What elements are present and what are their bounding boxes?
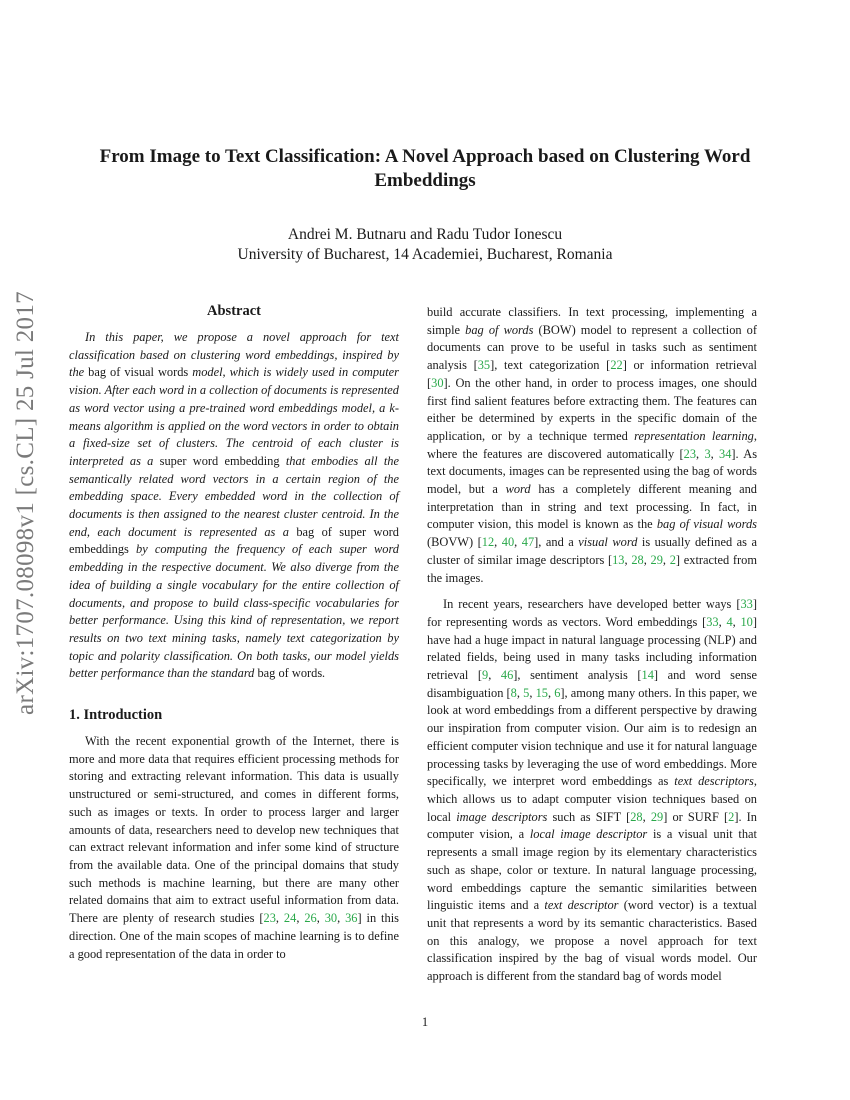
body-text: ]. In computer vision, a: [427, 809, 757, 842]
abstract-part: .: [322, 666, 326, 681]
emphasis-term: representation learning: [634, 428, 754, 443]
body-text: (BOW) model to represent a collection of documents can prove to be useful in tasks such as sentiment analysis [: [427, 322, 758, 373]
emphasis-term: word: [505, 482, 531, 497]
author-block: [55, 225, 795, 265]
citation-link[interactable]: 15: [535, 685, 548, 700]
intro-paragraph-1: With the recent exponential growth of the Internet, there is more and more data that requires efficient processing methods for storing and extracting relevant information. This data is usually unstructured or semi-structured, and comes in different forms, such as images or texts. In order to process larger and larger amounts of data, researchers need to develop new techniques that can extract relevant information and infer some kind of structure from the available data. One of the principal domains that study such methods is machine learning, but there are many other related domains that aim to extract useful information from data. There are plenty of research studies [23, 24, 26, 30, 36] in this direction. One of the main scopes of machine learning is to define a good representation of the data in order to: [69, 734, 399, 961]
citation-link[interactable]: 35: [477, 358, 491, 373]
citation-link[interactable]: 6: [554, 685, 561, 700]
body-text: is a visual unit that represents a small image region by its elementary characteristics such as shape, color or texture. In natural language processing, word embeddings capture the semantic similarities between linguistic items and a: [427, 827, 757, 913]
introduction-heading: 1. Introduction: [69, 707, 163, 724]
citation-link[interactable]: 28: [630, 809, 643, 824]
citation-link[interactable]: 3: [704, 446, 711, 461]
page-number: 1: [421, 1015, 429, 1029]
citation-link[interactable]: 29: [650, 552, 663, 567]
citation-link[interactable]: 10: [740, 614, 753, 629]
citation-link[interactable]: 47: [521, 535, 535, 550]
emphasis-term: bag of words: [465, 322, 534, 337]
body-text: ], text categorization [: [490, 358, 611, 373]
body-text: ]. As text documents, images can be represented using the bag of words model, but a: [427, 446, 758, 497]
body-text: ], among many others. In this paper, we look at word embeddings from a different perspective by drawing our inspiration from computer vision. Our aim is to redesign an efficient computer vision technique and use it for natural language processing tasks by leveraging the use of word embeddings. More specifically, we interpret word embeddings as: [427, 685, 758, 789]
citation-link[interactable]: 24: [283, 911, 297, 926]
citation-link[interactable]: 13: [612, 552, 625, 567]
intro-text: ] in this direction. One of the main scopes of machine learning is to define a good representation of the data in order to: [69, 911, 399, 961]
body-text: build accurate classifiers. In text processing, implementing a simple: [427, 305, 757, 337]
intro-paragraph-2: In recent years, researchers have developed better ways [33] for representing words as vectors. Word embeddings [33, 4, 10] have had a huge impact in natural language processing (NLP) and related fields, being used in many tasks including information retrieval [9, 46], sentiment analysis [14] and word sense disambiguation [8, 5, 15, 6], among many others. In this paper, we look at word embeddings from a different perspective by drawing our inspiration from computer vision. Our aim is to redesign an efficient computer vision technique and use it for natural language processing tasks by leveraging the use of word embeddings. More specifically, we interpret word embeddings as text descriptors, which allows us to adapt computer vision techniques based on local image descriptors such as SIFT [28, 29] or SURF [2]. In computer vision, a local image descriptor is a visual unit that represents a small image region by its elementary characteristics such as shape, color or texture. In natural language processing, word embeddings capture the semantic similarities between linguistic items and a text descriptor (word vector) is a textual unit that represents a word by its semantic characteristics. Based on this analogy, we propose a novel approach for text classification inspired by the bag of visual words model. Our approach is different from the standard bag of words model: [427, 597, 758, 984]
right-column: [427, 304, 757, 986]
arxiv-identifier-text: arXiv:1707.08098v1 [cs.CL] 25 Jul 2017: [12, 290, 39, 715]
emphasis-term: bag of visual words: [656, 517, 758, 532]
abstract-term: bag of super word embeddings: [69, 524, 399, 557]
citation-link[interactable]: 34: [719, 446, 732, 461]
paper-title: [55, 145, 795, 193]
citation-link[interactable]: 4: [726, 614, 733, 629]
citation-link[interactable]: 5: [523, 685, 530, 700]
body-text: In recent years, researchers have developed better ways [: [443, 597, 741, 612]
arxiv-identifier: [6, 290, 46, 715]
body-text: (BOVW) [: [427, 535, 482, 550]
body-text: has a completely different meaning and interpretation than in string and text processing. In fact, in computer vision, this model is known as the: [427, 482, 757, 532]
abstract-term: bag of visual words: [88, 365, 189, 380]
body-text: , where the features are discovered automatically [: [427, 428, 757, 461]
abstract-term: bag of words: [257, 666, 323, 681]
citation-link[interactable]: 36: [345, 911, 358, 926]
body-text: ] or SURF [: [663, 809, 729, 824]
body-text: ] and word sense disambiguation [: [427, 668, 757, 700]
citation-link[interactable]: 40: [501, 535, 515, 550]
author-names: Andrei M. Butnaru and Radu Tudor Ionescu: [287, 226, 563, 243]
body-text: ], sentiment analysis [: [513, 668, 642, 683]
body-text: is usually defined as a cluster of similar image descriptors [: [427, 535, 757, 567]
paper-title-line-1: From Image to Text Classification: A Novel Approach based on Clustering Word: [99, 146, 751, 167]
body-text: ], and a: [534, 535, 579, 550]
emphasis-term: image descriptors: [456, 809, 548, 824]
body-text: ] extracted from the images.: [427, 552, 757, 585]
body-text: ] for representing words as vectors. Word embeddings [: [427, 597, 757, 629]
citation-link[interactable]: 33: [740, 597, 753, 612]
abstract-part: that embodies all the semantically related word vectors in a certain region of the embedding space. Every embedded word in the collection of documents is then assigned to the nearest cluster centroid. In the end, each document is represented as a: [69, 453, 399, 539]
emphasis-term: text descriptors: [674, 774, 754, 789]
citation-link[interactable]: 8: [510, 685, 517, 700]
emphasis-term: visual word: [578, 535, 638, 550]
intro-paragraph-1-continued: build accurate classifiers. In text processing, implementing a simple bag of words (BOW) model to represent a collection of documents can prove to be useful in tasks such as sentiment analysis [35], text categorization [22] or information retrieval [30]. On the other hand, in order to process images, one should first find salient features before extracting them. The features can either be determined by experts in the specific domain of the application, or by a technique termed representation learning, where the features are discovered automatically [23, 3, 34]. As text documents, images can be represented using the bag of words model, but a word has a completely different meaning and interpretation than in string and text processing. In fact, in computer vision, this model is known as the bag of visual words (BOVW) [12, 40, 47], and a visual word is usually defined as a cluster of similar image descriptors [13, 28, 29, 2] extracted from the images.: [427, 305, 758, 585]
abstract-part: model, which is widely used in computer vision. After each word in a collection of documents is represented as word vector using a pre-trained word embeddings model, a k-means algorithm is applied on the word vectors in order to obtain a fixed-size set of clusters. The centroid of each cluster is interpreted as a: [69, 365, 399, 468]
abstract-heading: Abstract: [207, 303, 261, 319]
abstract-text: [69, 329, 399, 683]
body-text: such as SIFT [: [547, 809, 631, 824]
citation-link[interactable]: 2: [728, 809, 735, 824]
citation-link[interactable]: 28: [631, 552, 644, 567]
citation-link[interactable]: 23: [263, 911, 276, 926]
citation-link[interactable]: 23: [683, 446, 697, 461]
body-text: , which allows us to adapt computer vision techniques based on local: [427, 774, 757, 824]
citation-link[interactable]: 12: [481, 535, 495, 550]
citation-link[interactable]: 22: [610, 358, 623, 373]
left-column: [69, 302, 399, 963]
abstract-part: In this paper, we propose a novel approach for text classification based on clustering word embeddings, inspired by the: [69, 330, 399, 380]
intro-text: With the recent exponential growth of the Internet, there is more and more data that requires efficient processing methods for storing and extracting relevant information. This data is usually unstructured or semi-structured, and comes in different forms, such as images or texts. In order to process larger and larger amounts of data, researchers need to develop new techniques that can extract relevant information and infer some kind of structure from the available data. One of the principal domains that study such methods is machine learning, but there are many other related domains that aim to extract useful information from data. There are plenty of research studies [: [69, 734, 399, 926]
citation-link[interactable]: 46: [500, 668, 514, 683]
emphasis-term: text descriptor: [544, 898, 619, 913]
author-affiliation: University of Bucharest, 14 Academiei, Bucharest, Romania: [237, 246, 613, 263]
citation-link[interactable]: 30: [431, 375, 444, 390]
paper-title-line-2: Embeddings: [374, 170, 476, 191]
citation-link[interactable]: 30: [324, 911, 338, 926]
body-text: (word vector) is a textual unit that represents a word by its semantic characteristics. Based on this analogy, we propose a novel approach for text classification inspired by the bag of visual words model. Our approach is different from the standard bag of words model: [427, 898, 757, 984]
citation-link[interactable]: 33: [706, 614, 719, 629]
body-text: ] have had a huge impact in natural language processing (NLP) and related fields, being used in many tasks including information retrieval [: [427, 614, 757, 683]
abstract-term: super word embedding: [159, 453, 280, 468]
abstract-part: by computing the frequency of each super word embedding in the respective document. We also diverge from the idea of building a single vocabulary for the entire collection of documents, and propose to build class-specific vocabularies for better performance. Using this kind of representation, we report results on two text mining tasks, namely text categorization by topic and polarity classification. On both tasks, our model yields better performance than the standard: [69, 542, 399, 681]
citation-link[interactable]: 14: [641, 668, 654, 683]
body-text: ]. On the other hand, in order to process images, one should first find salient features before extracting them. The features can either be determined by experts in the specific domain of the application, or by a technique termed: [427, 375, 757, 443]
citation-link[interactable]: 29: [650, 809, 664, 824]
emphasis-term: local image descriptor: [529, 827, 648, 842]
citation-link[interactable]: 9: [482, 668, 489, 683]
citation-link[interactable]: 26: [304, 911, 317, 926]
citation-link[interactable]: 2: [669, 552, 676, 567]
body-text: ] or information retrieval [: [427, 358, 757, 390]
